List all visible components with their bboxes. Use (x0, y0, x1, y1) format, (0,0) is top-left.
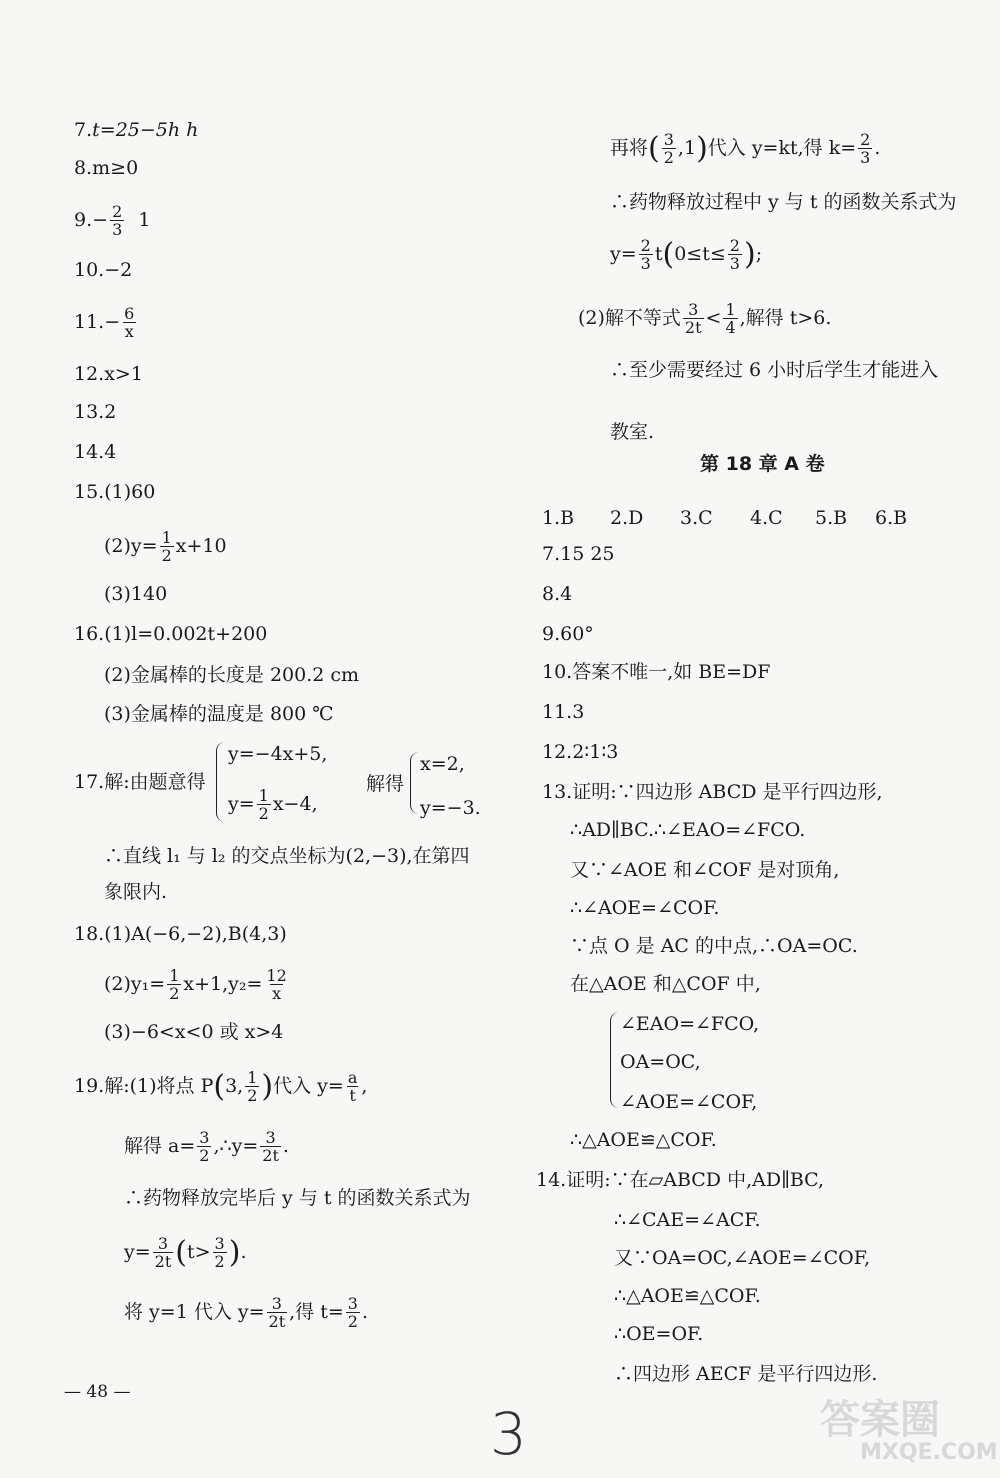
answer-18-1: 18.(1)A(−6,−2),B(4,3) (74, 923, 287, 945)
denominator: 2 (199, 1146, 210, 1165)
text: 代入 y=kt,得 k= (707, 137, 857, 159)
answer-15-3: (3)140 (104, 583, 168, 605)
paren: ( (213, 1069, 226, 1104)
denominator: 2 (347, 1312, 358, 1331)
fraction (160, 530, 174, 564)
watermark-logo: 答案圈 (820, 1397, 940, 1443)
text: ,得 t= (289, 1301, 344, 1323)
fraction (662, 132, 676, 166)
text: x+10 (175, 535, 227, 557)
paren: ) (228, 1235, 241, 1270)
answer-19-line-2 (124, 1130, 289, 1164)
left-brace (410, 752, 419, 814)
text: . (874, 137, 881, 159)
result-line-2: y=−3. (420, 797, 481, 819)
denominator: 2 (663, 148, 674, 167)
result-line-1: x=2, (420, 753, 465, 775)
text: y= (228, 793, 255, 815)
numerator: 1 (247, 1068, 258, 1087)
numerator: 6 (124, 304, 135, 323)
answer-11-prefix: 11.− (74, 311, 121, 333)
page-number: — 48 — (64, 1382, 131, 1402)
numerator: 1 (725, 300, 736, 319)
denominator: x (272, 984, 282, 1003)
text: 再将 (610, 137, 649, 159)
answer-a9: 9.60° (542, 623, 594, 645)
answer-8: 8.m≥0 (74, 157, 139, 179)
solve-label: 解得 (366, 773, 405, 795)
numerator: 12 (266, 966, 287, 985)
text: < (705, 307, 722, 329)
text: ,∴y= (213, 1135, 259, 1157)
numerator: 1 (258, 786, 269, 805)
text: (2)y= (104, 535, 158, 557)
answer-15-1: 15.(1)60 (74, 481, 156, 503)
text: 3, (225, 1075, 244, 1097)
answer-9-second: 1 (138, 209, 151, 231)
denominator: 3 (729, 254, 740, 273)
answer-a11: 11.3 (542, 701, 585, 723)
text: ; (755, 243, 763, 265)
paren: ( (648, 131, 660, 166)
text: (2)y₁= (104, 973, 166, 995)
answer-12: 12.x>1 (74, 363, 143, 385)
denominator: 2t (262, 1146, 279, 1165)
proof-line: 在△AOE 和△COF 中, (570, 973, 761, 995)
mc-1: 1.B (542, 507, 575, 529)
proof-line: ∴△AOE≌△COF. (614, 1285, 761, 1307)
paren: ) (261, 1069, 274, 1104)
numerator: 2 (112, 202, 123, 221)
fraction (639, 238, 653, 272)
numerator: 3 (265, 1128, 276, 1147)
answer-15-2 (104, 530, 227, 564)
system-line: ∠EAO=∠FCO, (620, 1013, 760, 1035)
paren: ( (662, 237, 675, 272)
numerator: 2 (729, 236, 740, 255)
system-line: OA=OC, (620, 1051, 701, 1073)
right-line-2: ∴药物释放过程中 y 与 t 的函数关系式为 (610, 191, 957, 213)
fraction (728, 238, 742, 272)
denominator: 2t (268, 1312, 286, 1331)
system-line: ∠AOE=∠COF, (620, 1091, 758, 1113)
denominator: 2 (169, 984, 180, 1003)
fraction (858, 132, 872, 166)
text: 将 y=1 代入 y= (124, 1301, 265, 1323)
text: 19.解:(1)将点 P (74, 1075, 214, 1097)
denominator: 2 (258, 804, 269, 823)
numerator: 3 (157, 1234, 169, 1253)
answer-a14: 14.证明:∵在▱ABCD 中,AD∥BC, (536, 1169, 825, 1191)
paren: ( (175, 1235, 187, 1270)
denominator: 2 (214, 1252, 225, 1271)
text: 0≤t≤ (674, 243, 726, 265)
denominator: 2 (247, 1086, 258, 1105)
paren: ) (696, 131, 708, 166)
text: . (240, 1241, 247, 1263)
right-line-5: ∴至少需要经过 6 小时后学生才能进入 (610, 359, 939, 381)
proof-line: ∴四边形 AECF 是平行四边形. (614, 1363, 878, 1385)
proof-line: 又∵∠AOE 和∠COF 是对顶角, (570, 859, 840, 881)
right-line-6: 教室. (610, 421, 655, 443)
fraction (167, 968, 181, 1002)
text: (2)解不等式 (578, 307, 681, 329)
right-line-1 (610, 132, 880, 166)
fraction (122, 306, 136, 340)
text: ,1 (677, 137, 697, 159)
numerator: 3 (199, 1128, 210, 1147)
denominator: 4 (725, 318, 736, 337)
fraction (723, 302, 737, 336)
text: x−4, (272, 793, 318, 815)
answer-13: 13.2 (74, 401, 117, 423)
denominator: t (349, 1086, 356, 1105)
answer-a10: 10.答案不唯一,如 BE=DF (542, 661, 771, 683)
chapter-heading: 第 18 章 A 卷 (700, 453, 825, 475)
answer-14: 14.4 (74, 441, 117, 463)
numerator: a (347, 1068, 358, 1087)
text: 代入 y= (273, 1075, 344, 1097)
numerator: 1 (169, 966, 180, 985)
fraction (213, 1236, 227, 1270)
proof-line: 又∵OA=OC,∠AOE=∠COF, (614, 1247, 870, 1269)
right-line-4 (578, 302, 831, 336)
text: . (361, 1301, 368, 1323)
answer-19-line-4 (124, 1236, 247, 1270)
watermark-url: MXQE.COM (860, 1440, 998, 1465)
fraction (683, 302, 704, 336)
mc-6: 6.B (875, 507, 908, 529)
numerator: 3 (214, 1234, 225, 1253)
text: . (282, 1135, 289, 1157)
mc-4: 4.C (750, 507, 783, 529)
answer-16-2: (2)金属棒的长度是 200.2 cm (104, 664, 360, 686)
proof-line: ∴∠CAE=∠ACF. (614, 1209, 761, 1231)
denominator: x (124, 322, 134, 341)
fraction (110, 204, 124, 238)
fraction (260, 1130, 281, 1164)
answer-a7: 7.15 25 (542, 543, 615, 565)
fraction (153, 1236, 174, 1270)
answer-19-line-5 (124, 1296, 368, 1330)
paren: ) (743, 237, 756, 272)
answer-16-3: (3)金属棒的温度是 800 ℃ (104, 703, 334, 725)
fraction (264, 968, 288, 1002)
proof-line: ∴△AOE≌△COF. (570, 1129, 717, 1151)
numerator: 3 (271, 1294, 282, 1313)
text: t (654, 243, 663, 265)
answer-7 (74, 118, 198, 142)
answer-17-intro: 17.解:由题意得 (74, 771, 206, 793)
answer-10: 10.−2 (74, 259, 133, 281)
answer-7-text: t=25−5h h (92, 119, 199, 141)
left-brace (216, 742, 225, 822)
answer-17-conclusion-2: 象限内. (104, 881, 168, 903)
fraction (267, 1296, 288, 1330)
text: x+1,y₂= (183, 973, 263, 995)
proof-line: ∵点 O 是 AC 的中点,∴OA=OC. (570, 935, 858, 957)
handwritten-mark: 3 (490, 1400, 527, 1468)
proof-line: ∴OE=OF. (614, 1323, 704, 1345)
answer-19-line-3: ∴药物释放完毕后 y 与 t 的函数关系式为 (124, 1187, 471, 1209)
answer-19-line-1 (74, 1070, 367, 1104)
denominator: 2 (161, 546, 172, 565)
answer-18-3: (3)−6<x<0 或 x>4 (104, 1021, 284, 1043)
mc-2: 2.D (610, 507, 644, 529)
text: , (361, 1075, 368, 1097)
denominator: 2t (684, 318, 702, 337)
system-line-1: y=−4x+5, (228, 743, 328, 765)
denominator: 3 (640, 254, 651, 273)
proof-line: ∴AD∥BC.∴∠EAO=∠FCO. (570, 819, 806, 841)
answer-9 (74, 204, 150, 238)
text: t> (186, 1241, 211, 1263)
answer-9-prefix: 9.− (74, 209, 109, 231)
numerator: 3 (688, 300, 699, 319)
fraction (346, 1070, 360, 1104)
proof-line: ∴∠AOE=∠COF. (570, 897, 720, 919)
fraction (245, 1070, 259, 1104)
text: 解得 a= (124, 1135, 196, 1157)
answer-7-number: 7. (74, 119, 93, 141)
mc-3: 3.C (680, 507, 713, 529)
denominator: 2t (154, 1252, 172, 1271)
fraction (346, 1296, 360, 1330)
numerator: 3 (663, 130, 674, 149)
numerator: 2 (640, 236, 651, 255)
answer-a12: 12.2∶1∶3 (542, 741, 619, 763)
left-brace (610, 1012, 619, 1108)
text: y= (610, 243, 637, 265)
system-line-2 (228, 788, 318, 822)
fraction (257, 788, 271, 822)
denominator: 3 (112, 220, 123, 239)
answer-11 (74, 306, 138, 340)
numerator: 3 (347, 1294, 358, 1313)
denominator: 3 (860, 148, 871, 167)
answer-16-1: 16.(1)l=0.002t+200 (74, 623, 268, 645)
answer-17-conclusion: ∴直线 l₁ 与 l₂ 的交点坐标为(2,−3),在第四 (104, 845, 470, 867)
text: y= (124, 1241, 151, 1263)
text: ,解得 t>6. (739, 307, 832, 329)
numerator: 2 (860, 130, 871, 149)
answer-a8: 8.4 (542, 583, 573, 605)
numerator: 1 (161, 528, 172, 547)
mc-5: 5.B (815, 507, 848, 529)
fraction (197, 1130, 211, 1164)
answer-a13: 13.证明:∵四边形 ABCD 是平行四边形, (542, 781, 883, 803)
right-line-3 (610, 238, 762, 272)
answer-18-2 (104, 968, 291, 1002)
